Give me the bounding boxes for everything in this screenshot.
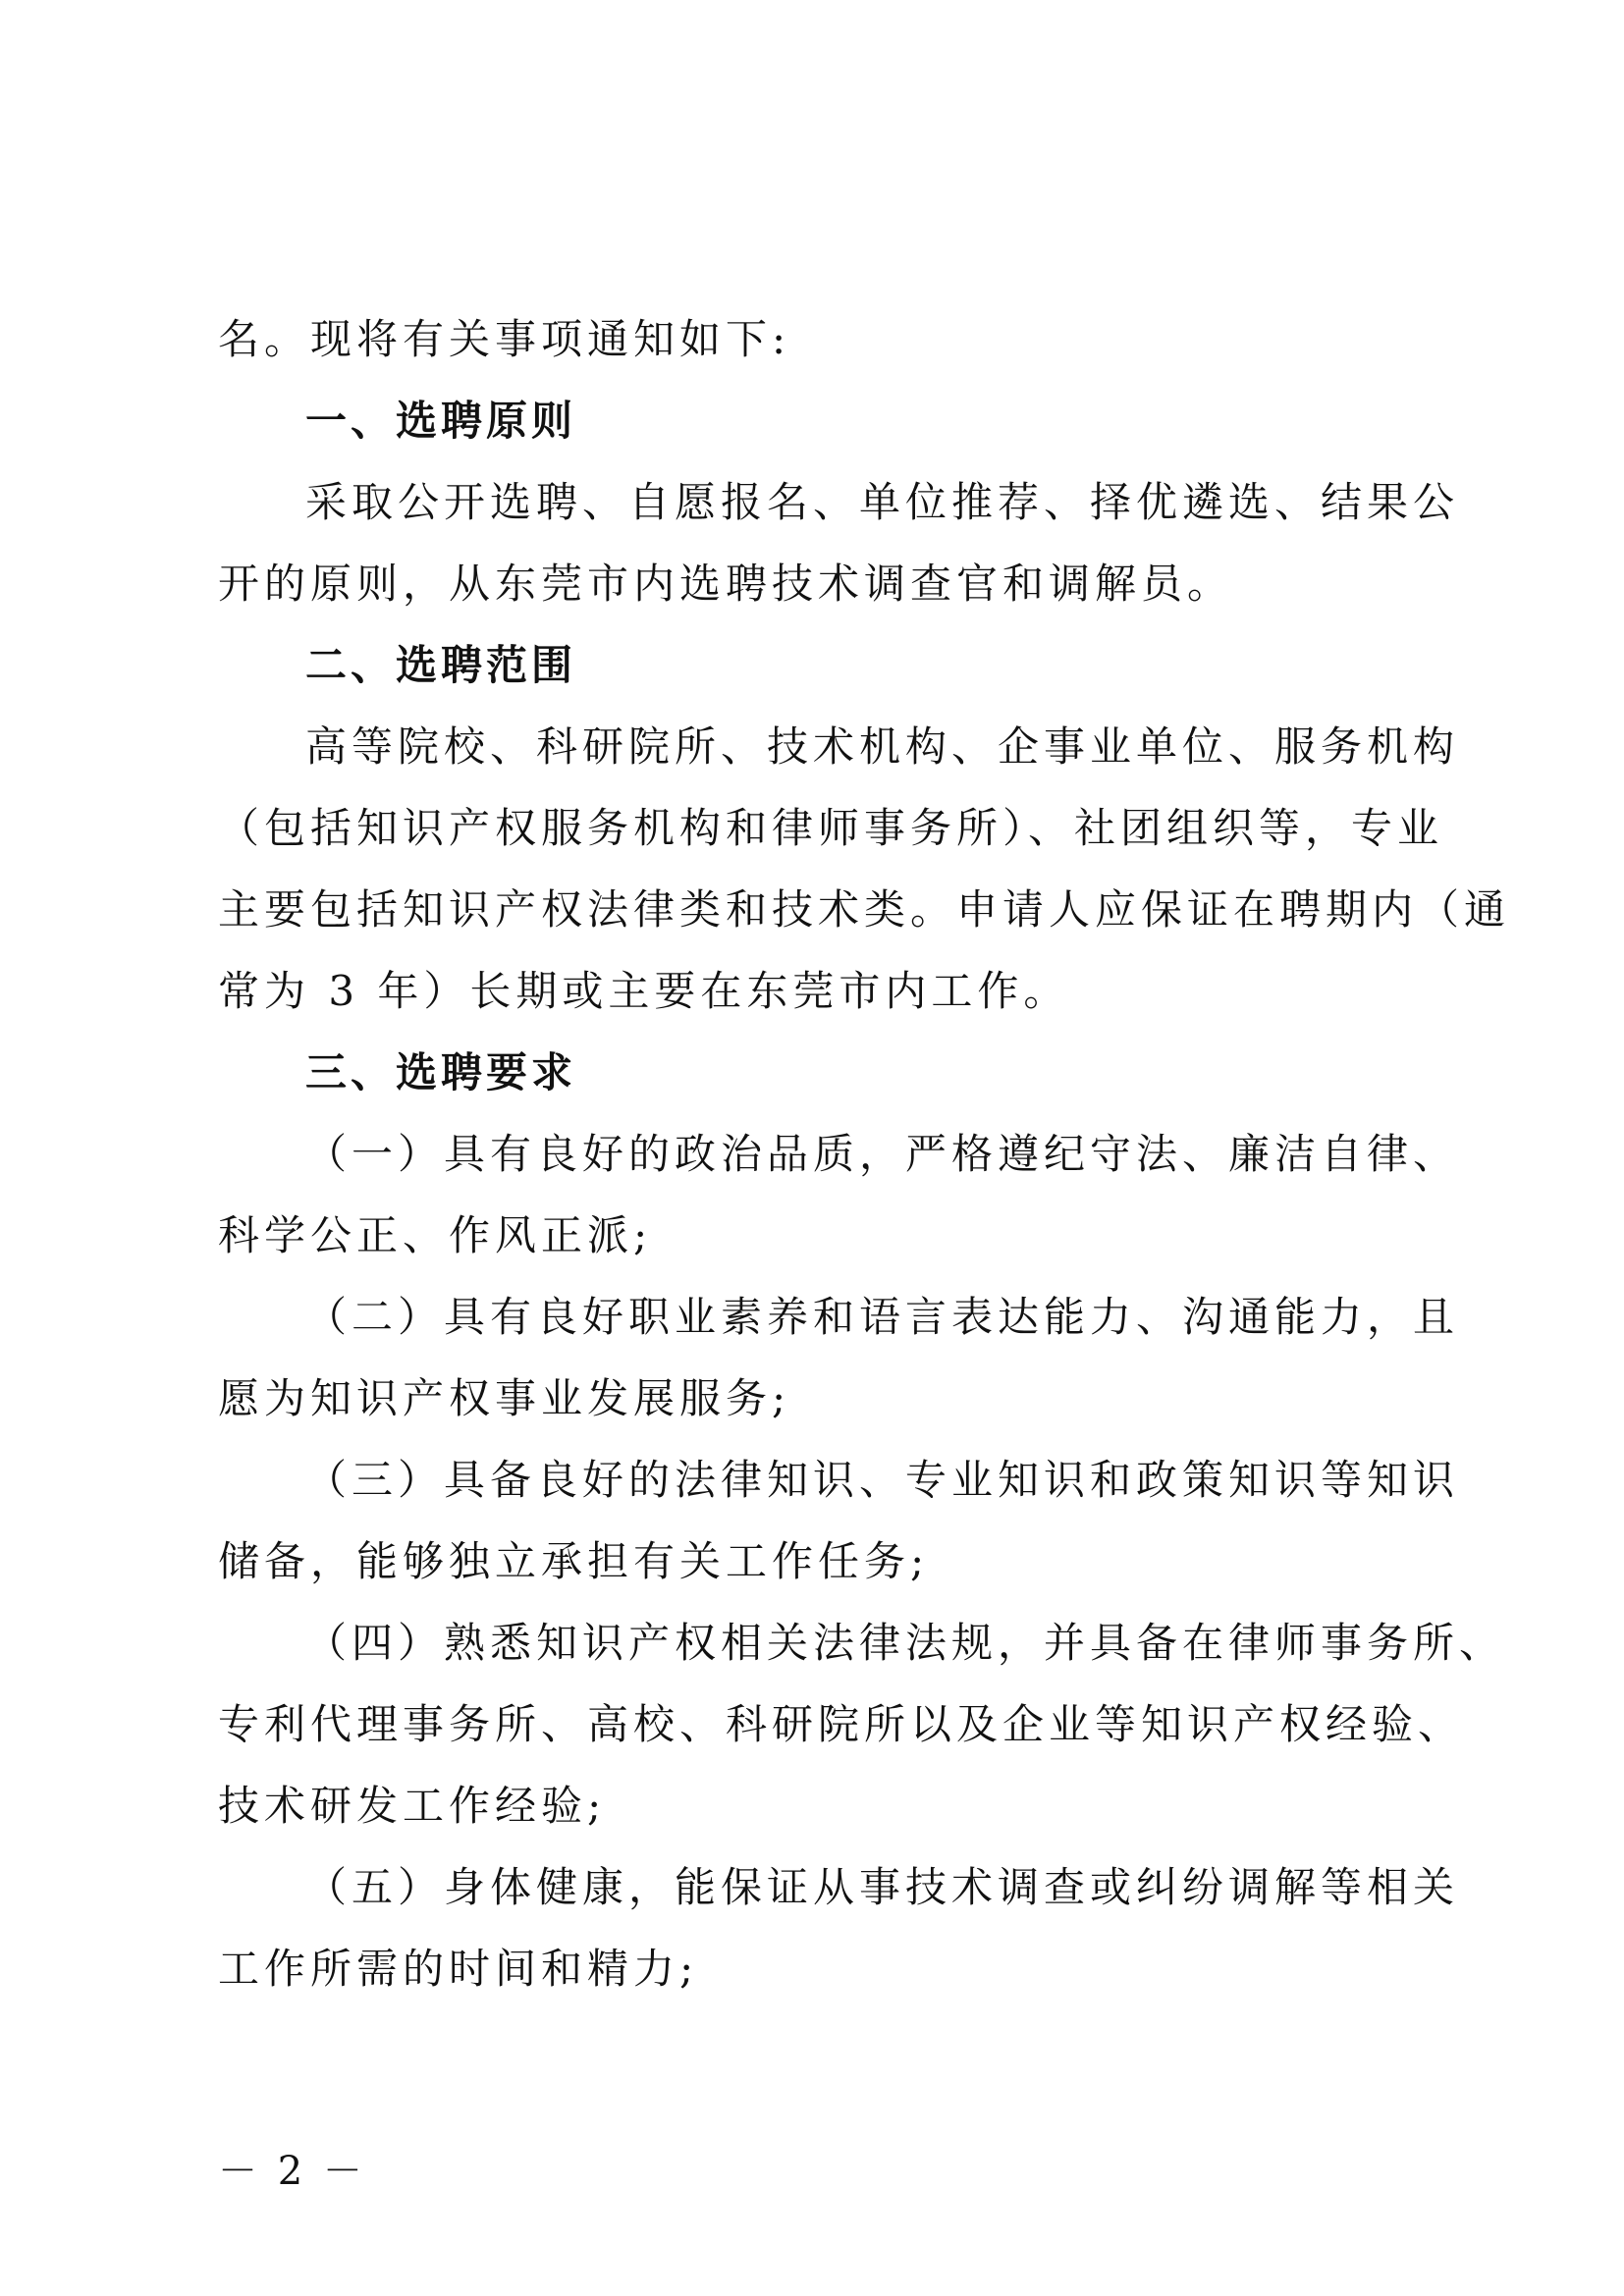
paragraph-line: 名。现将有关事项通知如下:	[218, 315, 791, 363]
requirement-item-line: 技术研发工作经验;	[218, 1782, 607, 1830]
paragraph-line: 高等院校、科研院所、技术机构、企事业单位、服务机构	[305, 722, 1460, 771]
section-heading-principles: 一、选聘原则	[305, 397, 577, 445]
section-heading-requirements: 三、选聘要求	[305, 1048, 577, 1096]
paragraph-line: 采取公开选聘、自愿报名、单位推荐、择优遴选、结果公	[305, 478, 1460, 526]
paragraph-line: 开的原则，从东莞市内选聘技术调查官和调解员。	[218, 560, 1234, 608]
requirement-item-line: 科学公正、作风正派;	[218, 1211, 653, 1259]
requirement-item-line: 专利代理事务所、高校、科研院所以及企业等知识产权经验、	[218, 1700, 1465, 1748]
page-number: － 2 －	[218, 2149, 366, 2194]
requirement-item-line: （一）具有良好的政治品质，严格遵纪守法、廉洁自律、	[305, 1130, 1460, 1178]
requirement-item-line: （五）身体健康，能保证从事技术调查或纠纷调解等相关	[305, 1863, 1460, 1911]
requirement-item-line: （二）具有良好职业素养和语言表达能力、沟通能力，且	[305, 1293, 1460, 1341]
section-heading-scope: 二、选聘范围	[305, 641, 577, 689]
requirement-item-line: （三）具备良好的法律知识、专业知识和政策知识等知识	[305, 1456, 1460, 1504]
paragraph-line: 常为 3 年）长期或主要在东莞市内工作。	[218, 967, 1070, 1015]
requirement-item-line: 储备，能够独立承担有关工作任务;	[218, 1537, 930, 1585]
requirement-item-line: 工作所需的时间和精力;	[218, 1945, 699, 1993]
paragraph-line: 主要包括知识产权法律类和技术类。申请人应保证在聘期内（通	[218, 885, 1511, 934]
requirement-item-line: （四）熟悉知识产权相关法律法规，并具备在律师事务所、	[305, 1619, 1506, 1667]
paragraph-line: （包括知识产权服务机构和律师事务所）、社团组织等，专业	[218, 804, 1444, 852]
requirement-item-line: 愿为知识产权事业发展服务;	[218, 1374, 791, 1422]
